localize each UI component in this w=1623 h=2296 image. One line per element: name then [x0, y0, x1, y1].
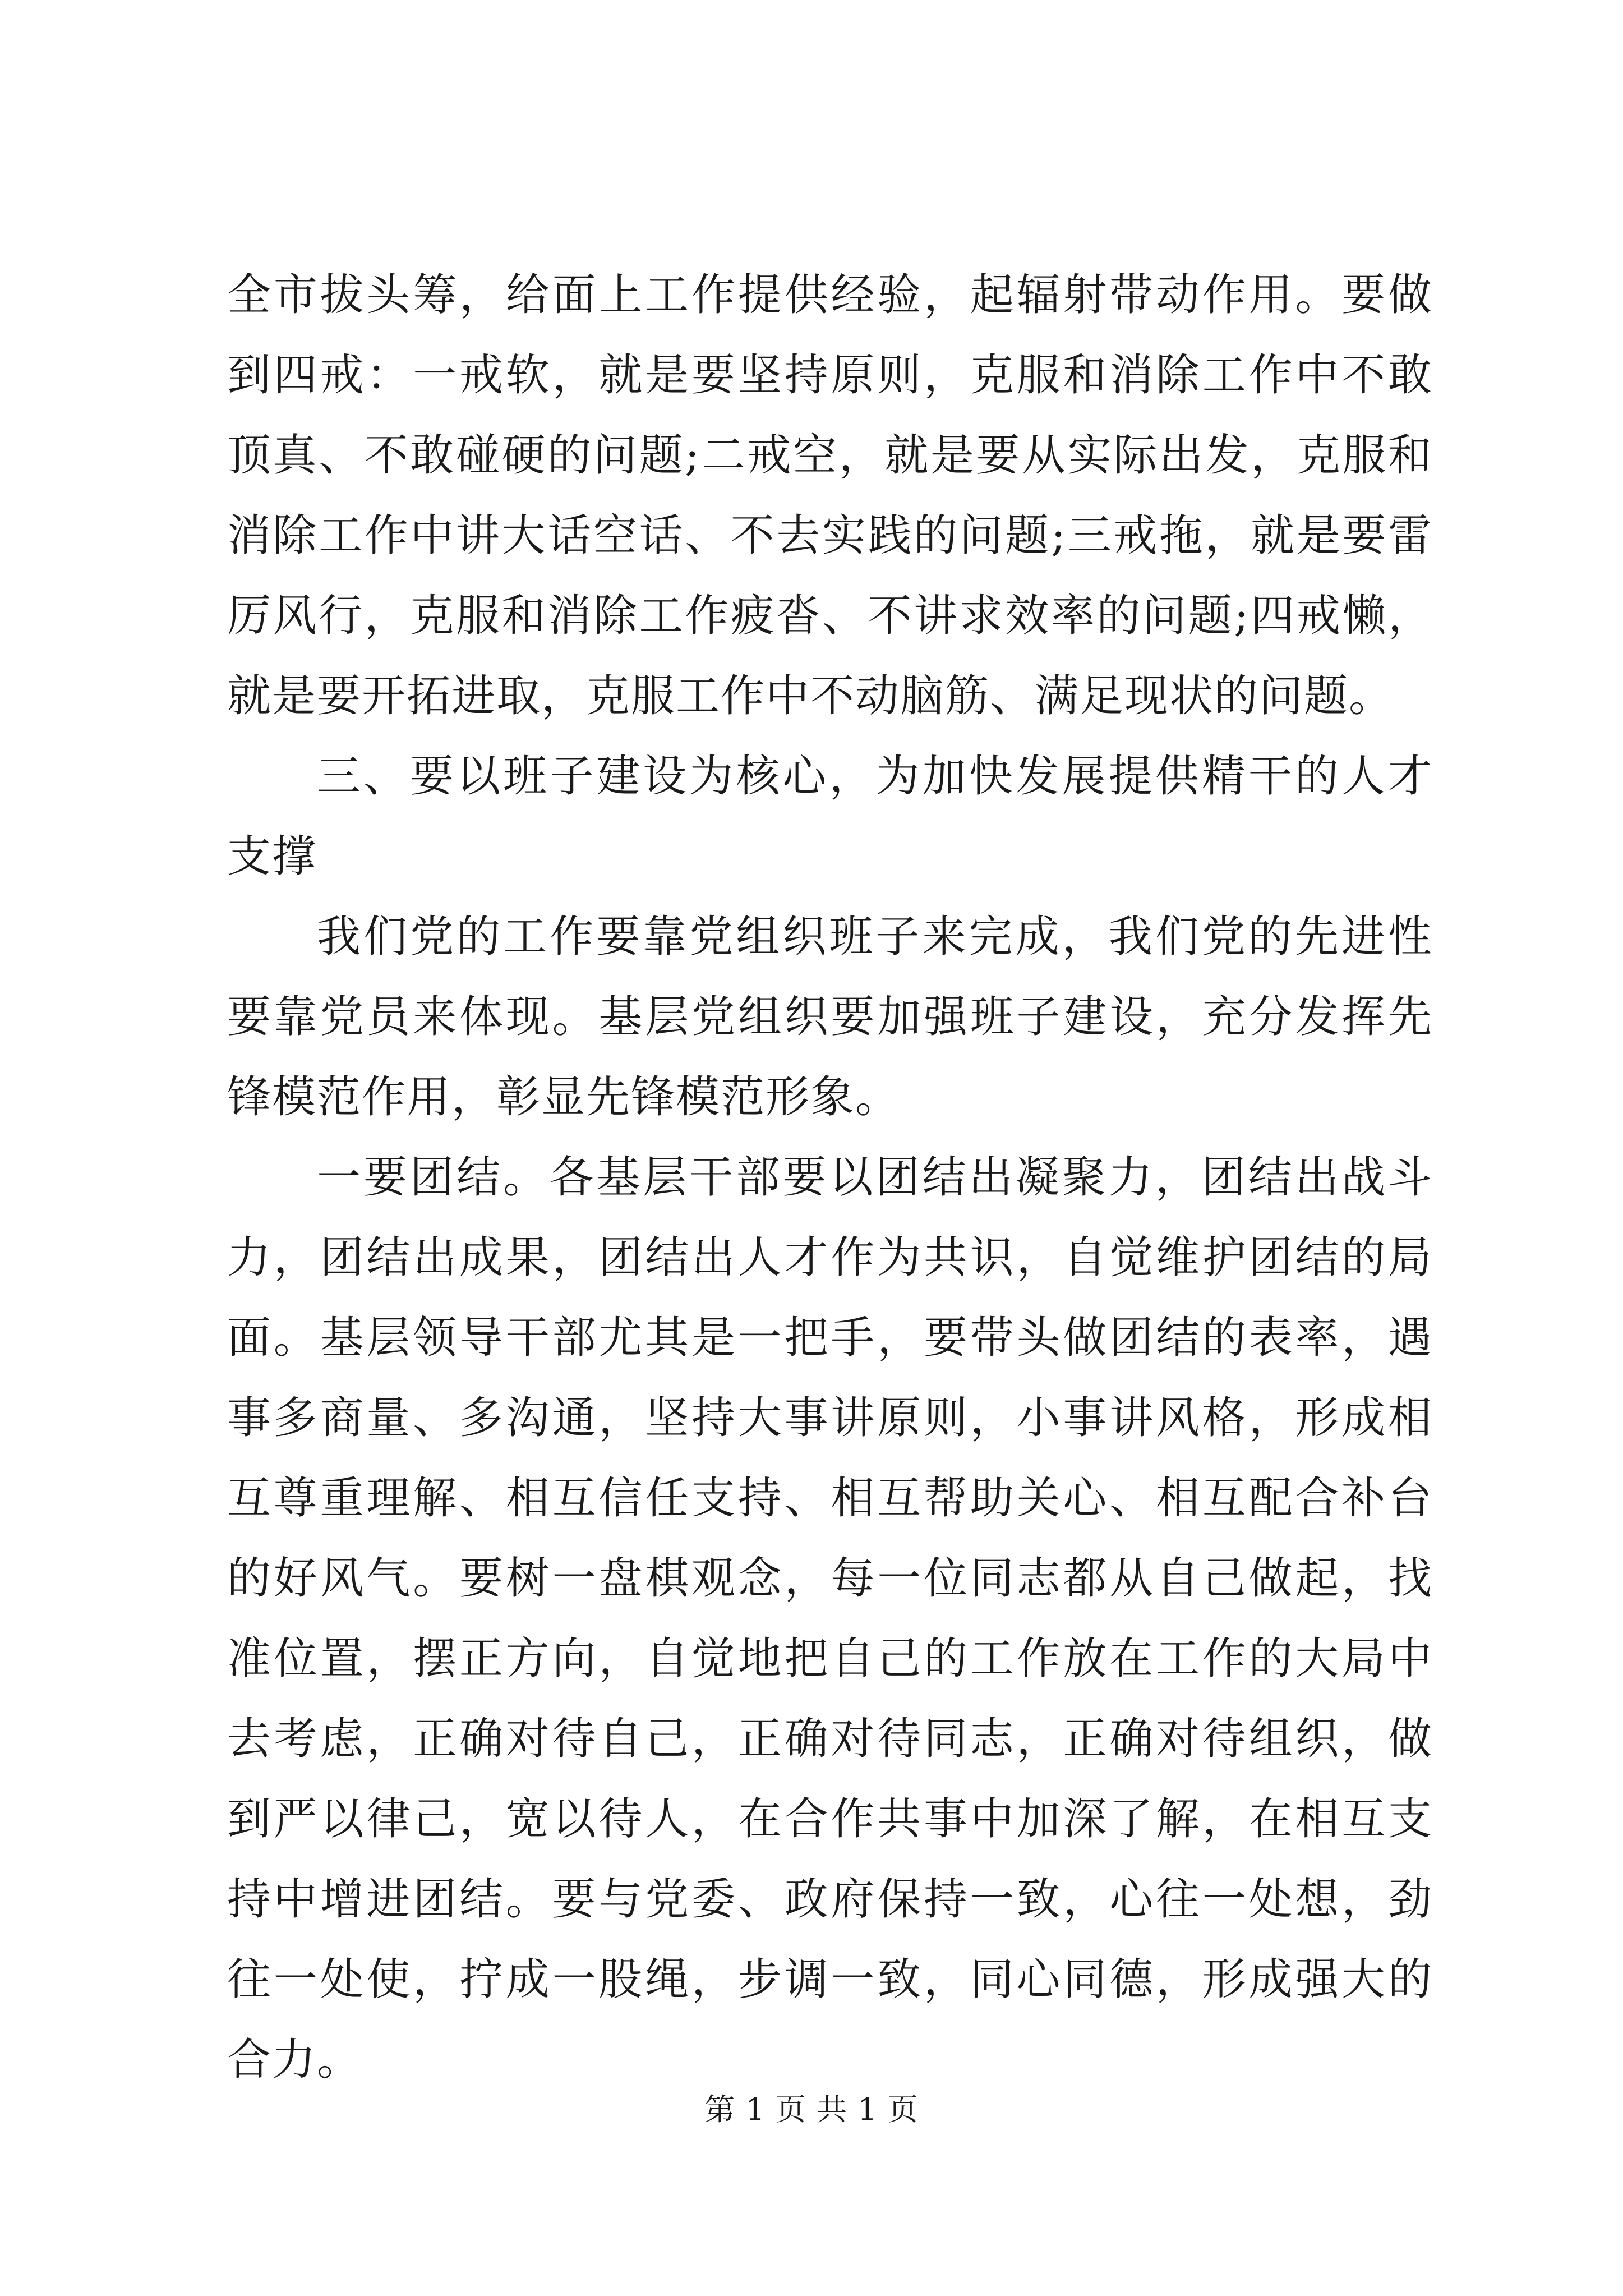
paragraph-continuation: 全市拔头筹，给面上工作提供经验，起辐射带动作用。要做到四戒：一戒软，就是要坚持原则，克服和消除工作中不敢顶真、不敢碰硬的问题;二戒空，就是要从实际出发，克服和消除工作中讲大话空话、不去实践的问题;三戒拖，就是要雷厉风行，克服和消除工作疲沓、不讲求效率的问题;四戒懒，就是要开拓进取，克服工作中不动脑筋、满足现状的问题。: [227, 270, 1433, 721]
page-footer: 第 1 页 共 1 页: [704, 2092, 919, 2127]
paragraph-body: 一要团结。各基层干部要以团结出凝聚力，团结出战斗力，团结出成果，团结出人才作为共识，自觉维护团结的局面。基层领导干部尤其是一把手，要带头做团结的表率，遇事多商量、多沟通，坚持大事讲原则，小事讲风格，形成相互尊重理解、相互信任支持、相互帮助关心、相互配合补台的好风气。要树一盘棋观念，每一位同志都从自己做起，找准位置，摆正方向，自觉地把自己的工作放在工作的大局中去考虑，正确对待自己，正确对待同志，正确对待组织，做到严以律己，宽以待人，在合作共事中加深了解，在相互支持中增进团结。要与党委、政府保持一致，心往一处想，劲往一处使，拧成一股绳，步调一致，同心同德，形成强大的合力。: [227, 1152, 1433, 2085]
paragraph-body: 我们党的工作要靠党组织班子来完成，我们党的先进性要靠党员来体现。基层党组织要加强班子建设，充分发挥先锋模范作用，彰显先锋模范形象。: [227, 912, 1433, 1122]
document-body: [227, 255, 1433, 2100]
section-heading: 三、要以班子建设为核心，为加快发展提供精干的人才支撑: [227, 751, 1433, 882]
